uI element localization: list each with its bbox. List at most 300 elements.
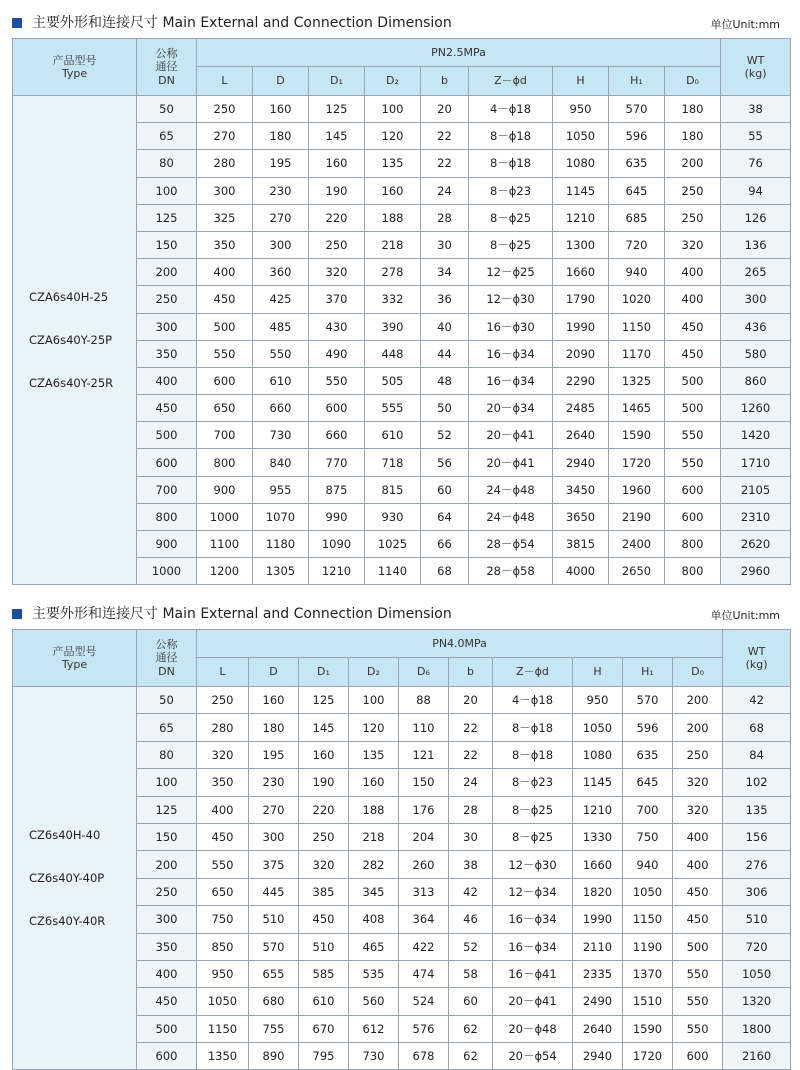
dimension-cell: 1100 (197, 531, 253, 558)
dimension-cell: 313 (399, 878, 449, 905)
dn-cell: 150 (137, 231, 197, 258)
dimension-cell: 385 (299, 878, 349, 905)
dimension-cell: 160 (299, 741, 349, 768)
dimension-cell: 815 (365, 476, 421, 503)
dimension-cell: 2490 (573, 988, 623, 1015)
dimension-cell: 4－ϕ18 (493, 687, 573, 714)
dimension-cell: 1210 (553, 204, 609, 231)
dimension-cell: 1180 (253, 531, 309, 558)
dimension-cell: 930 (365, 503, 421, 530)
dimension-cell: 320 (197, 741, 249, 768)
dimension-cell: 230 (249, 769, 299, 796)
dimension-cell: 220 (299, 796, 349, 823)
column-header: L (197, 67, 253, 96)
dimension-cell: 1990 (553, 313, 609, 340)
dimension-cell: 60 (449, 988, 493, 1015)
dimension-cell: 670 (299, 1015, 349, 1042)
dimension-cell: 270 (197, 123, 253, 150)
dimension-cell: 524 (399, 988, 449, 1015)
dimension-section-pn25 (12, 10, 790, 585)
dn-header: 公称 通径 DN (137, 630, 197, 687)
dimension-cell: 585 (299, 960, 349, 987)
dimension-cell: 250 (665, 204, 721, 231)
wt-header: WT (kg) (721, 39, 791, 96)
dimension-cell: 100 (349, 687, 399, 714)
dimension-cell: 950 (573, 687, 623, 714)
column-header: D₆ (399, 658, 449, 687)
dimension-cell: 350 (197, 769, 249, 796)
dimension-cell: 22 (421, 123, 469, 150)
dimension-cell: 1660 (553, 259, 609, 286)
weight-cell: 306 (723, 878, 791, 905)
dimension-cell: 62 (449, 1015, 493, 1042)
weight-cell: 2960 (721, 558, 791, 585)
dimension-cell: 52 (421, 422, 469, 449)
dimension-cell: 180 (665, 96, 721, 123)
section-heading (12, 601, 790, 629)
dn-cell: 65 (137, 123, 197, 150)
dimension-cell: 680 (249, 988, 299, 1015)
dn-cell: 50 (137, 687, 197, 714)
dimension-cell: 400 (197, 259, 253, 286)
dimension-cell: 465 (349, 933, 399, 960)
dimension-cell: 250 (309, 231, 365, 258)
dimension-cell: 2335 (573, 960, 623, 987)
dimension-cell: 400 (673, 823, 723, 850)
dimension-cell: 612 (349, 1015, 399, 1042)
dimension-cell: 1145 (553, 177, 609, 204)
dimension-cell: 422 (399, 933, 449, 960)
dimension-cell: 450 (299, 906, 349, 933)
square-bullet-icon (12, 18, 22, 28)
column-header: Z－ϕd (469, 67, 553, 96)
dimension-cell: 1590 (609, 422, 665, 449)
weight-cell: 76 (721, 150, 791, 177)
unit-label: 单位Unit:mm (710, 609, 780, 622)
dimension-cell: 3450 (553, 476, 609, 503)
dimension-cell: 300 (249, 823, 299, 850)
dimension-cell: 180 (249, 714, 299, 741)
dn-cell: 80 (137, 741, 197, 768)
dimension-cell: 1660 (573, 851, 623, 878)
model-name: CZA6s40Y-25R (29, 375, 114, 390)
dimension-cell: 345 (349, 878, 399, 905)
dimension-cell: 450 (673, 906, 723, 933)
dimension-cell: 1050 (623, 878, 673, 905)
model-name: CZ6s40Y-40P (29, 870, 105, 885)
dn-cell: 400 (137, 367, 197, 394)
dn-cell: 450 (137, 988, 197, 1015)
column-header: H₁ (623, 658, 673, 687)
dimension-cell: 100 (365, 96, 421, 123)
dimension-cell: 160 (349, 769, 399, 796)
dimension-cell: 1210 (309, 558, 365, 585)
dimension-cell: 28－ϕ58 (469, 558, 553, 585)
dimension-cell: 570 (623, 687, 673, 714)
dimension-cell: 505 (365, 367, 421, 394)
section-title: 主要外形和连接尺寸 Main External and Connection Dimension (32, 15, 452, 31)
model-name: CZ6s40Y-40R (29, 913, 106, 928)
dimension-cell: 596 (609, 123, 665, 150)
dn-cell: 350 (137, 340, 197, 367)
dimension-cell: 320 (673, 796, 723, 823)
dimension-cell: 755 (249, 1015, 299, 1042)
dimension-cell: 1080 (573, 741, 623, 768)
dimension-cell: 890 (249, 1043, 299, 1070)
table-row (13, 96, 791, 123)
dimension-cell: 1150 (623, 906, 673, 933)
dimension-cell: 450 (673, 878, 723, 905)
dimension-cell: 795 (299, 1043, 349, 1070)
dimension-cell: 188 (349, 796, 399, 823)
dimension-cell: 1050 (553, 123, 609, 150)
weight-cell: 126 (721, 204, 791, 231)
weight-cell: 136 (721, 231, 791, 258)
dimension-cell: 218 (349, 823, 399, 850)
dimension-cell: 28 (449, 796, 493, 823)
dn-cell: 450 (137, 395, 197, 422)
weight-cell: 1320 (723, 988, 791, 1015)
dimension-cell: 390 (365, 313, 421, 340)
dimension-cell: 685 (609, 204, 665, 231)
dimension-cell: 12－ϕ30 (469, 286, 553, 313)
dn-cell: 600 (137, 449, 197, 476)
dimension-cell: 218 (365, 231, 421, 258)
dimension-cell: 250 (665, 177, 721, 204)
dimension-cell: 30 (421, 231, 469, 258)
dn-cell: 600 (137, 1043, 197, 1070)
dimension-cell: 2640 (553, 422, 609, 449)
dimension-cell: 120 (365, 123, 421, 150)
dimension-cell: 660 (309, 422, 365, 449)
dimension-cell: 1820 (573, 878, 623, 905)
weight-cell: 38 (721, 96, 791, 123)
dimension-cell: 8－ϕ25 (493, 823, 573, 850)
dimension-cell: 1510 (623, 988, 673, 1015)
dimension-cell: 24－ϕ48 (469, 503, 553, 530)
dimension-cell: 550 (197, 340, 253, 367)
dimension-cell: 200 (665, 150, 721, 177)
model-name: CZ6s40H-40 (29, 827, 101, 842)
column-header: D₂ (349, 658, 399, 687)
dimension-cell: 300 (197, 177, 253, 204)
dimension-cell: 8－ϕ25 (469, 231, 553, 258)
dimension-cell: 550 (253, 340, 309, 367)
dn-cell: 150 (137, 823, 197, 850)
dimension-cell: 121 (399, 741, 449, 768)
dimension-cell: 195 (249, 741, 299, 768)
dimension-cell: 42 (449, 878, 493, 905)
dimension-cell: 500 (665, 367, 721, 394)
dimension-cell: 190 (299, 769, 349, 796)
dimension-cell: 940 (623, 851, 673, 878)
dimension-cell: 1090 (309, 531, 365, 558)
dimension-cell: 800 (197, 449, 253, 476)
dimension-cell: 955 (253, 476, 309, 503)
dimension-cell: 800 (665, 558, 721, 585)
dimension-cell: 425 (253, 286, 309, 313)
dimension-cell: 1720 (623, 1043, 673, 1070)
dimension-cell: 596 (623, 714, 673, 741)
weight-cell: 1260 (721, 395, 791, 422)
dimension-cell: 2640 (573, 1015, 623, 1042)
dimension-cell: 16－ϕ41 (493, 960, 573, 987)
dimension-cell: 160 (253, 96, 309, 123)
dimension-cell: 24－ϕ48 (469, 476, 553, 503)
dn-header: 公称 通径 DN (137, 39, 197, 96)
dimension-cell: 485 (253, 313, 309, 340)
column-header: Z－ϕd (493, 658, 573, 687)
section-heading (12, 10, 790, 38)
dimension-cell: 1190 (623, 933, 673, 960)
dn-cell: 100 (137, 177, 197, 204)
dimension-cell: 320 (673, 769, 723, 796)
dimension-cell: 645 (623, 769, 673, 796)
dimension-cell: 125 (299, 687, 349, 714)
weight-cell: 580 (721, 340, 791, 367)
dimension-cell: 20－ϕ34 (469, 395, 553, 422)
dn-cell: 125 (137, 204, 197, 231)
dimension-cell: 282 (349, 851, 399, 878)
dimension-cell: 610 (365, 422, 421, 449)
weight-cell: 510 (723, 906, 791, 933)
dimension-cell: 490 (309, 340, 365, 367)
dimension-cell: 20－ϕ48 (493, 1015, 573, 1042)
dimension-cell: 260 (399, 851, 449, 878)
dimension-cell: 62 (449, 1043, 493, 1070)
dimension-cell: 270 (249, 796, 299, 823)
dimension-cell: 2190 (609, 503, 665, 530)
dimension-cell: 160 (309, 150, 365, 177)
dimension-cell: 1000 (197, 503, 253, 530)
dimension-cell: 8－ϕ18 (493, 714, 573, 741)
dimension-cell: 360 (253, 259, 309, 286)
weight-cell: 2620 (721, 531, 791, 558)
dimension-cell: 50 (421, 395, 469, 422)
dimension-cell: 1350 (197, 1043, 249, 1070)
dimension-cell: 655 (249, 960, 299, 987)
dimension-cell: 4000 (553, 558, 609, 585)
dimension-cell: 1140 (365, 558, 421, 585)
dimension-cell: 600 (665, 503, 721, 530)
dimension-cell: 230 (253, 177, 309, 204)
dimension-cell: 1590 (623, 1015, 673, 1042)
dimension-cell: 510 (249, 906, 299, 933)
dimension-cell: 200 (673, 687, 723, 714)
dimension-cell: 570 (609, 96, 665, 123)
dn-cell: 250 (137, 878, 197, 905)
dimension-cell: 850 (197, 933, 249, 960)
dimension-cell: 204 (399, 823, 449, 850)
dimension-cell: 940 (609, 259, 665, 286)
dimension-cell: 66 (421, 531, 469, 558)
dimension-cell: 3650 (553, 503, 609, 530)
dimension-cell: 635 (609, 150, 665, 177)
dimension-cell: 200 (673, 714, 723, 741)
weight-cell: 1800 (723, 1015, 791, 1042)
dimension-cell: 160 (249, 687, 299, 714)
dimension-cell: 145 (309, 123, 365, 150)
dimension-cell: 20－ϕ54 (493, 1043, 573, 1070)
dimension-cell: 52 (449, 933, 493, 960)
dimension-cell: 2650 (609, 558, 665, 585)
dn-cell: 200 (137, 851, 197, 878)
weight-cell: 1050 (723, 960, 791, 987)
column-header: D₀ (665, 67, 721, 96)
dimension-cell: 320 (299, 851, 349, 878)
dimension-cell: 20 (449, 687, 493, 714)
column-header: D₂ (365, 67, 421, 96)
column-header: b (421, 67, 469, 96)
dimension-cell: 474 (399, 960, 449, 987)
dimension-cell: 22 (449, 714, 493, 741)
dimension-cell: 150 (399, 769, 449, 796)
dn-cell: 300 (137, 313, 197, 340)
dimension-cell: 600 (197, 367, 253, 394)
dimension-cell: 38 (449, 851, 493, 878)
dimension-cell: 950 (553, 96, 609, 123)
dn-cell: 350 (137, 933, 197, 960)
dimension-cell: 20 (421, 96, 469, 123)
weight-cell: 1710 (721, 449, 791, 476)
dimension-cell: 600 (665, 476, 721, 503)
dn-cell: 250 (137, 286, 197, 313)
weight-cell: 276 (723, 851, 791, 878)
dimension-cell: 700 (623, 796, 673, 823)
dimension-cell: 750 (623, 823, 673, 850)
dimension-cell: 840 (253, 449, 309, 476)
dimension-cell: 1720 (609, 449, 665, 476)
dimension-cell: 720 (609, 231, 665, 258)
dimension-cell: 1020 (609, 286, 665, 313)
dn-cell: 1000 (137, 558, 197, 585)
column-header: D (249, 658, 299, 687)
dimension-cell: 1990 (573, 906, 623, 933)
dimension-cell: 110 (399, 714, 449, 741)
weight-cell: 1420 (721, 422, 791, 449)
type-header: 产品型号 Type (13, 630, 137, 687)
weight-cell: 42 (723, 687, 791, 714)
weight-cell: 84 (723, 741, 791, 768)
column-header: H (573, 658, 623, 687)
dn-cell: 400 (137, 960, 197, 987)
dimension-cell: 180 (665, 123, 721, 150)
dimension-cell: 22 (421, 150, 469, 177)
dimension-cell: 270 (253, 204, 309, 231)
square-bullet-icon (12, 609, 22, 619)
dimension-cell: 535 (349, 960, 399, 987)
dimension-cell: 2485 (553, 395, 609, 422)
column-header: D₀ (673, 658, 723, 687)
dimension-cell: 1325 (609, 367, 665, 394)
dimension-cell: 1790 (553, 286, 609, 313)
dn-cell: 65 (137, 714, 197, 741)
dimension-cell: 278 (365, 259, 421, 286)
dimension-cell: 770 (309, 449, 365, 476)
dimension-cell: 68 (421, 558, 469, 585)
dimension-table-pn25 (12, 38, 791, 585)
dimension-cell: 1210 (573, 796, 623, 823)
dimension-cell: 2400 (609, 531, 665, 558)
pressure-header: PN2.5MPa (197, 39, 721, 67)
dimension-cell: 450 (197, 286, 253, 313)
dimension-cell: 145 (299, 714, 349, 741)
dimension-cell: 2940 (573, 1043, 623, 1070)
dimension-cell: 2090 (553, 340, 609, 367)
weight-cell: 2160 (723, 1043, 791, 1070)
dimension-cell: 8－ϕ23 (469, 177, 553, 204)
dimension-cell: 750 (197, 906, 249, 933)
dimension-cell: 1025 (365, 531, 421, 558)
dimension-cell: 700 (197, 422, 253, 449)
dimension-cell: 448 (365, 340, 421, 367)
dimension-cell: 4－ϕ18 (469, 96, 553, 123)
dimension-cell: 20－ϕ41 (493, 988, 573, 1015)
dimension-cell: 375 (249, 851, 299, 878)
dimension-cell: 1050 (197, 988, 249, 1015)
dimension-cell: 24 (449, 769, 493, 796)
dimension-cell: 400 (665, 286, 721, 313)
dimension-cell: 8－ϕ18 (469, 123, 553, 150)
dn-cell: 500 (137, 1015, 197, 1042)
dimension-cell: 125 (309, 96, 365, 123)
dimension-cell: 550 (665, 449, 721, 476)
dimension-section-pn40 (12, 601, 790, 1070)
dimension-cell: 12－ϕ34 (493, 878, 573, 905)
dimension-cell: 250 (197, 96, 253, 123)
dimension-cell: 1300 (553, 231, 609, 258)
dimension-cell: 1370 (623, 960, 673, 987)
weight-cell: 156 (723, 823, 791, 850)
dimension-cell: 135 (349, 741, 399, 768)
dimension-cell: 950 (197, 960, 249, 987)
dimension-cell: 635 (623, 741, 673, 768)
dimension-cell: 990 (309, 503, 365, 530)
dimension-cell: 44 (421, 340, 469, 367)
type-header: 产品型号 Type (13, 39, 137, 96)
dimension-cell: 555 (365, 395, 421, 422)
dimension-cell: 28 (421, 204, 469, 231)
dimension-cell: 8－ϕ23 (493, 769, 573, 796)
dimension-cell: 678 (399, 1043, 449, 1070)
dimension-cell: 46 (449, 906, 493, 933)
dimension-cell: 550 (673, 988, 723, 1015)
dimension-cell: 36 (421, 286, 469, 313)
dimension-cell: 325 (197, 204, 253, 231)
dimension-cell: 570 (249, 933, 299, 960)
dimension-cell: 510 (299, 933, 349, 960)
dimension-cell: 16－ϕ34 (469, 340, 553, 367)
weight-cell: 102 (723, 769, 791, 796)
weight-cell: 300 (721, 286, 791, 313)
dimension-cell: 56 (421, 449, 469, 476)
dimension-cell: 28－ϕ54 (469, 531, 553, 558)
dimension-cell: 550 (673, 1015, 723, 1042)
dimension-cell: 400 (665, 259, 721, 286)
dimension-cell: 2110 (573, 933, 623, 960)
dimension-cell: 350 (197, 231, 253, 258)
dimension-cell: 900 (197, 476, 253, 503)
dn-cell: 125 (137, 796, 197, 823)
dimension-cell: 250 (299, 823, 349, 850)
dn-cell: 900 (137, 531, 197, 558)
weight-cell: 68 (723, 714, 791, 741)
section-title: 主要外形和连接尺寸 Main External and Connection Dimension (32, 606, 452, 622)
dimension-cell: 550 (197, 851, 249, 878)
dimension-cell: 718 (365, 449, 421, 476)
dimension-cell: 16－ϕ34 (469, 367, 553, 394)
column-header: D (253, 67, 309, 96)
